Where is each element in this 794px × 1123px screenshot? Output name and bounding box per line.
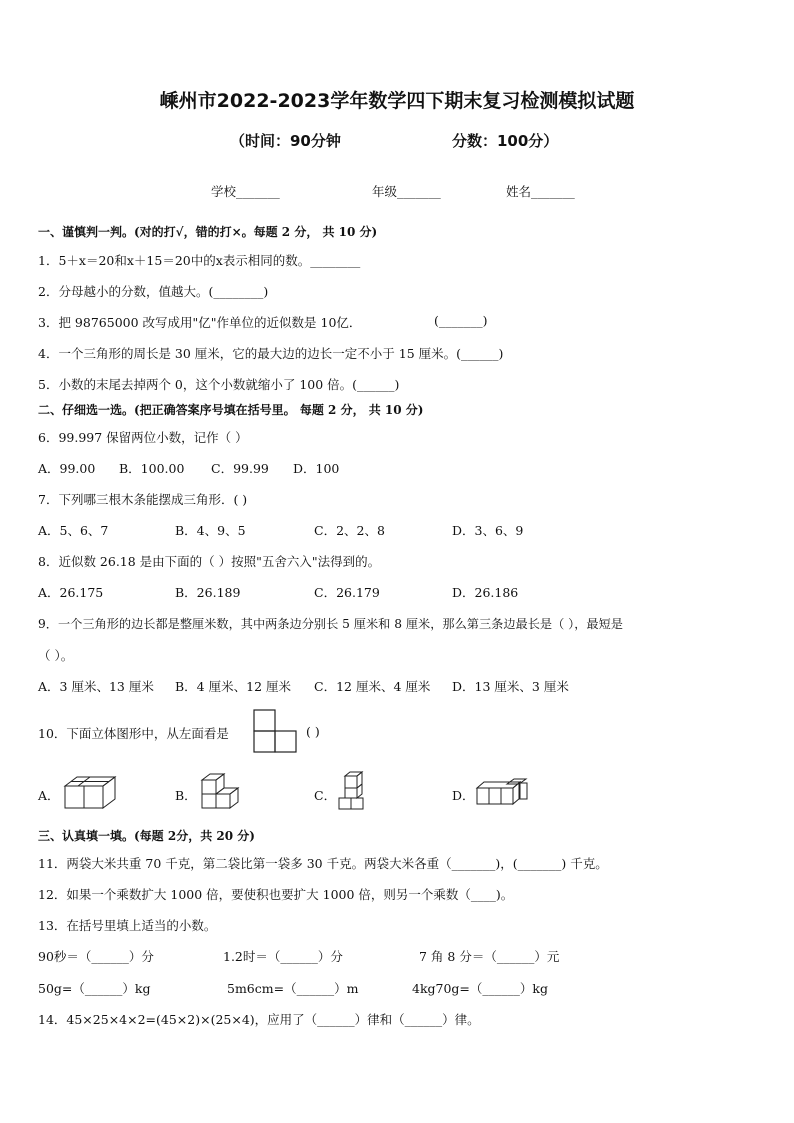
question-10-blank: ( ) (306, 724, 320, 739)
blank-item: 4kg70g=（______）kg (412, 981, 548, 996)
question-2: 2．分母越小的分数，值越大。(________) (38, 284, 269, 299)
blank-item: 5m6cm=（______）m (227, 981, 359, 996)
question-7: 7．下列哪三根木条能摆成三角形．( ) (38, 492, 248, 507)
question-12: 12．如果一个乘数扩大 1000 倍，要使积也要扩大 1000 倍，则另一个乘数（____)。 (38, 887, 514, 902)
option: C．99.99 (211, 461, 269, 476)
left-view-figure (252, 708, 300, 754)
question-13: 13．在括号里填上适当的小数。 (38, 918, 217, 933)
blank-item: 1.2时＝（______）分 (223, 949, 343, 964)
option: D．13 厘米、3 厘米 (452, 679, 569, 694)
page-title: 嵊州市2022-2023学年数学四下期末复习检测模拟试题 (159, 90, 635, 112)
blank-item: 90秒＝（______）分 (38, 949, 154, 964)
option: D．26.186 (452, 585, 519, 600)
time-label: （时间：90分钟 (230, 132, 341, 150)
section-heading: 一、谨慎判一判。(对的打√，错的打×。每题 2 分， 共 10 分) (38, 225, 378, 239)
option: D．3、6、9 (452, 523, 524, 538)
option: B．100.00 (119, 461, 185, 476)
question-10: 10．下面立体图形中，从左面看是 (38, 726, 229, 741)
question-9-cont: （ ）。 (38, 648, 74, 663)
question-11: 11．两袋大米共重 70 千克，第二袋比第一袋多 30 千克。两袋大米各重（_______)，(_______) 千克。 (38, 856, 608, 871)
option: B．4 厘米、12 厘米 (175, 679, 291, 694)
question-6: 6．99.997 保留两位小数，记作（ ） (38, 430, 248, 445)
option: A．5、6、7 (38, 523, 109, 538)
school-field: 学校_______ (211, 184, 280, 199)
section-heading: 三、认真填一填。(每题 2分，共 20 分) (38, 829, 255, 843)
option: C．2、2、8 (314, 523, 385, 538)
option: C．12 厘米、4 厘米 (314, 679, 431, 694)
option: B．4、9、5 (175, 523, 246, 538)
blank-item: 7 角 8 分＝（______）元 (419, 949, 560, 964)
question-8: 8．近似数 26.18 是由下面的（ ）按照"五舍六入"法得到的。 (38, 554, 381, 569)
question-3-blank: (_______) (434, 313, 488, 328)
score-label: 分数：100分） (452, 132, 559, 150)
cube-figure-a (62, 774, 118, 812)
section-heading: 二、仔细选一选。(把正确答案序号填在括号里。 每题 2 分， 共 10 分) (38, 403, 424, 417)
option: A．3 厘米、13 厘米 (38, 679, 154, 694)
question-14: 14．45×25×4×2=(45×2)×(25×4)，应用了（______）律和（______）律。 (38, 1012, 480, 1027)
option: A． (38, 788, 60, 803)
question-3: 3．把 98765000 改写成用"亿"作单位的近似数是 10亿． (38, 315, 362, 330)
option: B．26.189 (175, 585, 241, 600)
grade-field: 年级_______ (372, 184, 441, 199)
name-field: 姓名_______ (506, 184, 575, 199)
cube-figure-b (198, 772, 244, 812)
option: A．26.175 (38, 585, 104, 600)
option: C．26.179 (314, 585, 380, 600)
question-1: 1．5＋x＝20和x＋15＝20中的x表示相同的数。________ (38, 253, 361, 268)
option: C． (314, 788, 337, 803)
question-4: 4．一个三角形的周长是 30 厘米，它的最大边的边长一定不小于 15 厘米。(______) (38, 346, 504, 361)
blank-item: 50g=（______）kg (38, 981, 151, 996)
option: D．100 (293, 461, 340, 476)
option: B． (175, 788, 197, 803)
option: A．99.00 (38, 461, 96, 476)
question-9: 9．一个三角形的边长都是整厘米数，其中两条边分别长 5 厘米和 8 厘米，那么第三条边最长是（ ），最短是 (38, 617, 623, 631)
option: D． (452, 788, 475, 803)
cube-figure-c (337, 770, 367, 812)
cube-figure-d (474, 778, 534, 808)
question-5: 5．小数的末尾去掉两个 0，这个小数就缩小了 100 倍。(______) (38, 377, 400, 392)
